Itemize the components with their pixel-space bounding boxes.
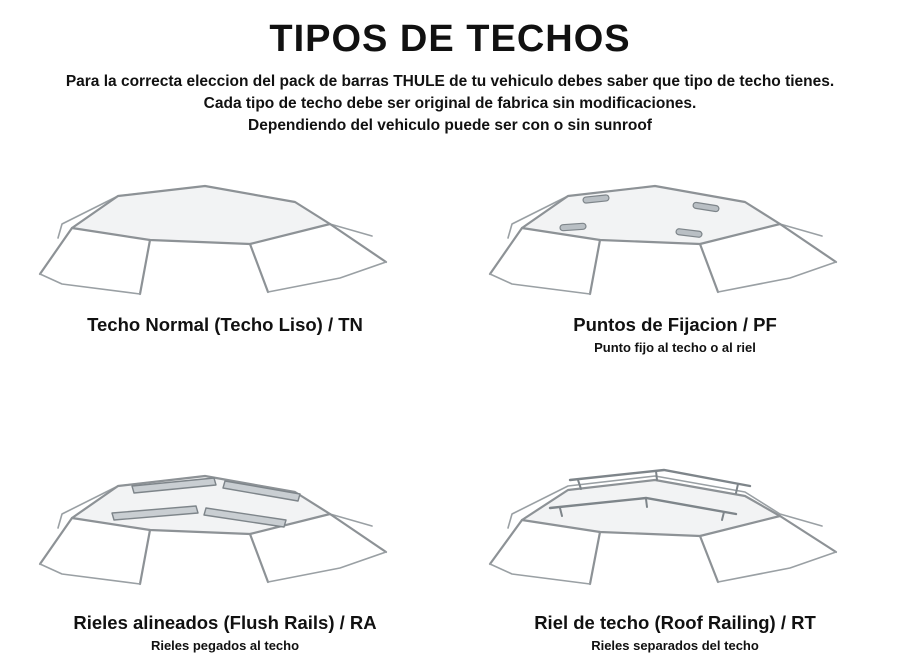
intro-text: [20, 71, 880, 137]
roof-type-label-tn: Techo Normal (Techo Liso) / TN: [87, 314, 363, 335]
roof-type-note-rt: Rieles separados del techo: [591, 638, 759, 654]
car-roof-flush-rails-icon: [0, 456, 450, 606]
roof-type-card-pf: [450, 166, 900, 386]
roof-type-caption-tn: [0, 314, 450, 336]
roof-types-infographic: [0, 18, 900, 654]
intro-line-2: Cada tipo de techo debe ser original de fabrica sin modificaciones.: [203, 95, 697, 112]
roof-type-note-pf: Punto fijo al techo o al riel: [594, 340, 756, 356]
car-roof-fixpoint-icon: [450, 166, 900, 314]
roof-type-label-pf: Puntos de Fijacion / PF: [573, 314, 777, 335]
roof-type-label-ra: Rieles alineados (Flush Rails) / RA: [73, 612, 377, 633]
roof-type-card-rt: [450, 386, 900, 654]
roof-type-caption-rt: [450, 612, 900, 654]
roof-type-card-ra: [0, 386, 450, 654]
car-roof-plain-icon: [0, 166, 450, 314]
roof-type-caption-pf: [450, 314, 900, 356]
roof-type-note-ra: Rieles pegados al techo: [150, 638, 300, 654]
intro-line-3: Dependiendo del vehiculo puede ser con o sin sunroof: [248, 117, 652, 134]
roof-type-label-rt: Riel de techo (Roof Railing) / RT: [534, 612, 816, 633]
intro-line-1: Para la correcta eleccion del pack de barras THULE de tu vehiculo debes saber que tipo de techo tienes.: [65, 73, 835, 90]
page-title: TIPOS DE TECHOS: [269, 18, 631, 60]
car-roof-raised-railing-icon: [450, 456, 900, 606]
roof-type-caption-ra: [0, 612, 450, 654]
roof-type-card-tn: [0, 166, 450, 386]
roof-types-grid: [0, 166, 900, 654]
